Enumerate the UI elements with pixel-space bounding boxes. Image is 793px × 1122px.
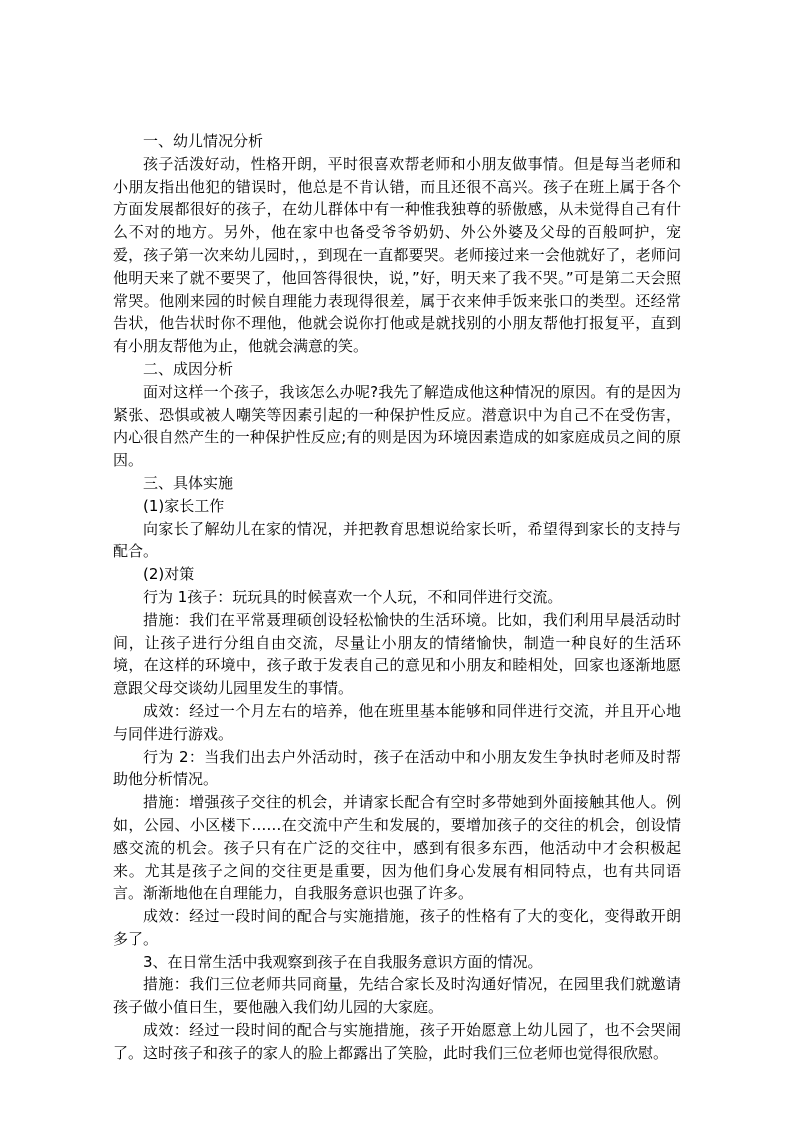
paragraph-behavior-1: 行为 1孩子：玩玩具的时候喜欢一个人玩，不和同伴进行交流。 (143, 587, 563, 606)
paragraph-behavior-2: 行为 2：当我们出去户外活动时，孩子在活动中和小朋友发生争执时老师及时帮助他分析情况。 (113, 747, 681, 789)
paragraph-result-1: 成效：经过一个月左右的培养，他在班里基本能够和同伴进行交流，并且开心地与同伴进行游戏。 (113, 701, 681, 743)
paragraph-measure-2: 措施：增强孩子交往的机会，并请家长配合有空时多带她到外面接触其他人。例如，公园、小区楼下……在交流中产生和发展的，要增加孩子的交往的机会，创设情感交流的机会。孩子只有在广泛的交往中，感到有很多东西，他活动中才会积极起来。尤其是孩子之间的交往更是重要，因为他们身心发展有相同特点，也有共同语言。渐渐地他在自理能力，自我服务意识也强了许多。 (113, 793, 681, 903)
paragraph-measure-1: 措施：我们在平常聂理硕创设轻松愉快的生活环境。比如，我们利用早晨活动时间，让孩子进行分组自由交流，尽量让小朋友的情绪愉快，制造一种良好的生活环境，在这样的环境中，孩子敢于发表自己的意见和小朋友和睦相处，回家也逐渐地愿意跟父母交谈幼儿园里发生的事情。 (113, 610, 681, 698)
paragraph-observation-3: 3、在日常生活中我观察到孩子在自我服务意识方面的情况。 (143, 952, 543, 971)
paragraph-parent-work: 向家长了解幼儿在家的情况，并把教育思想说给家长听，希望得到家长的支持与配合。 (113, 519, 681, 561)
subheading-parent-work: (1)家长工作 (143, 496, 225, 515)
paragraph-measure-3: 措施：我们三位老师共同商量，先结合家长及时沟通好情况，在园里我们就邀请孩子做小值日生，要他融入我们幼儿园的大家庭。 (113, 975, 681, 1017)
paragraph-cause-description: 面对这样一个孩子，我该怎么办呢?我先了解造成他这种情况的原因。有的是因为紧张、恐惧或被人嘲笑等因素引起的一种保护性反应。潜意识中为自己不在受伤害，内心很自然产生的一种保护性反应;有的则是因为环境因素造成的如家庭成员之间的原因。 (113, 382, 681, 470)
section-heading-implementation: 三、具体实施 (143, 473, 234, 492)
paragraph-situation-description: 孩子活泼好动，性格开朗，平时很喜欢帮老师和小朋友做事情。但是每当老师和小朋友指出他犯的错误时，他总是不肯认错，而且还很不高兴。孩子在班上属于各个方面发展都很好的孩子，在幼儿群体中有一种惟我独尊的骄傲感，从未觉得自己有什么不对的地方。另外，他在家中也备受爷爷奶奶、外公外婆及父母的百般呵护，宠爱，孩子第一次来幼儿园时，，到现在一直都要哭。老师接过来一会他就好了，老师问他明天来了就不要哭了，他回答得很快，说，”好，明天来了我不哭。”可是第二天会照常哭。他刚来园的时候自理能力表现得很差，属于衣来伸手饭来张口的类型。还经常告状，他告状时你不理他，他就会说你打他或是就找别的小朋友帮他打报复平，直到有小朋友帮他为止，他就会满意的笑。 (113, 154, 681, 356)
section-heading-cause-analysis: 二、成因分析 (143, 359, 234, 378)
document-body (113, 130, 681, 1065)
section-heading-situation-analysis: 一、幼儿情况分析 (143, 132, 264, 150)
paragraph-result-2: 成效：经过一段时间的配合与实施措施，孩子的性格有了大的变化，变得敢开朗多了。 (113, 907, 681, 948)
subheading-strategies: (2)对策 (143, 565, 195, 584)
paragraph-result-3: 成效：经过一段时间的配合与实施措施，孩子开始愿意上幼儿园了，也不会哭闹了。这时孩子和孩子的家人的脸上都露出了笑脸，此时我们三位老师也觉得很欣慰。 (113, 1021, 681, 1062)
